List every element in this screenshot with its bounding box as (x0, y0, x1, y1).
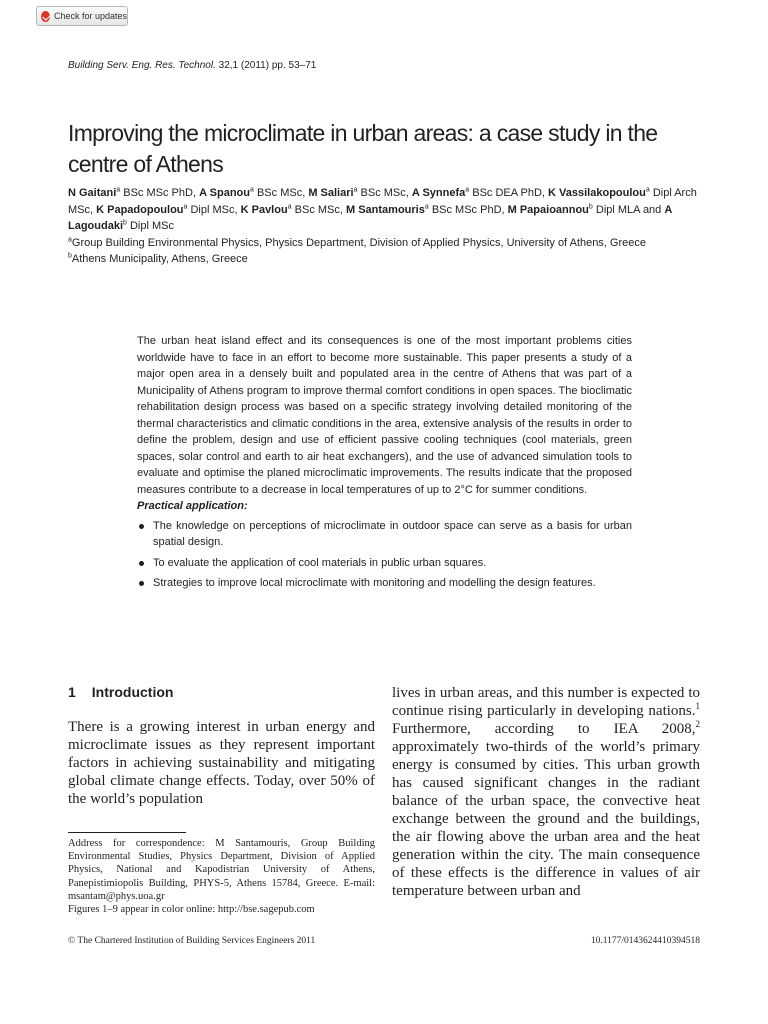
author: K Pavlou$^a$ BSc MSc, (240, 202, 346, 216)
paper-title: Improving the microclimate in urban areas: a case study in the centre of Athens (68, 120, 658, 177)
author-list (68, 187, 697, 232)
doi-link[interactable]: 10.1177/0143624410394518 (590, 936, 700, 946)
reference-marker[interactable]: 2 (695, 719, 700, 729)
author: K Papadopoulou$^a$ Dipl MSc, (96, 202, 241, 216)
bullet-icon (139, 581, 144, 586)
practical-application-heading: Practical application: (137, 500, 248, 512)
list-item: Strategies to improve local microclimate with monitoring and modelling the design features. (137, 575, 632, 592)
author: M Saliari$^a$ BSc MSc, (308, 186, 412, 199)
affiliation-b: $^b$Athens Municipality, Athens, Greece (68, 252, 248, 265)
journal-name: Building Serv. Eng. Res. Technol. (68, 60, 216, 71)
journal-citation (68, 60, 316, 71)
bullet-icon (139, 561, 144, 566)
author-block (68, 185, 718, 268)
author: A Synnefa$^a$ BSc DEA PhD, (411, 186, 549, 199)
reference-marker[interactable]: 1 (695, 701, 700, 711)
intro-right-column: lives in urban areas, and this number is expected to continue rising particularly in developing nations.$^1$ Furthermore, according to IEA 2008,$^2$ approximately two-thirds of the world’s primary energy is consumed by cities. This urban growth has caused significant changes in the radiant balance of the urban space, the convective heat exchange between the ground and the buildings, the air flowing above the urban area and the heat generation within the city. The main consequence of these effects is the difference in values of air temperature between urban and (392, 685, 700, 899)
section-number: 1 (68, 684, 76, 700)
list-item: The knowledge on perceptions of microclimate in outdoor space can serve as a basis for urban spatial design. (137, 518, 632, 551)
intro-left-column: There is a growing interest in urban energy and microclimate issues as they represent important factors in achieving sustainability and mitigating global climate change effects. Today, over 50% of the world’s population (68, 719, 375, 807)
author: K Vassilakopoulou$^a$ Dipl Arch MSc, (68, 186, 697, 216)
abstract (137, 333, 632, 596)
footnote-divider (68, 832, 186, 833)
author: N Gaitani$^a$ BSc MSc PhD, (68, 186, 200, 199)
affiliation-a: $^a$Group Building Environmental Physics, Physics Department, Division of Applied Physics, University of Athens, Greece (68, 235, 646, 249)
author: A Lagoudaki$^b$ Dipl MSc (68, 203, 672, 232)
practical-application-list (137, 518, 632, 592)
check-for-updates-label: Check for updates (53, 11, 127, 21)
abstract-text: The urban heat island effect and its consequences is one of the most important problems cities worldwide have to face in an effort to become more sustainable. This paper presents a study of a major open area in a densely built and populated area in the centre of Athens that was part of a Municipality of Athens program to improve thermal comfort conditions in open spaces. The bioclimatic rehabilitation design process was based on a specific strategy involving detailed monitoring of the thermal characteristics and climatic conditions in the area, extensive analysis of the results in order to define the problem, design and use of efficient passive cooling techniques (cool materials, green spaces, solar control and earth to air heat exchangers), and the use of advanced simulation tools to evaluate and optimise the planed microclimatic improvements. The results indicate that the proposed measures contribute to a decrease in local temperatures of up to 2°C for summer conditions. (137, 335, 632, 496)
correspondence-footnote (68, 837, 375, 916)
check-for-updates-badge[interactable] (36, 6, 128, 26)
author: M Santamouris$^a$ BSc MSc PhD, (346, 202, 508, 216)
author: A Spanou$^a$ BSc MSc, (199, 186, 309, 199)
section-title: Introduction (91, 684, 174, 700)
copyright-notice: © The Chartered Institution of Building Services Engineers 2011 (68, 936, 316, 946)
journal-volume-pages: 32,1 (2011) pp. 53–71 (218, 60, 317, 71)
list-item: To evaluate the application of cool materials in public urban squares. (137, 555, 632, 572)
author: M Papaioannou$^b$ Dipl MLA and (507, 202, 665, 216)
update-check-icon (41, 11, 50, 22)
section-heading-introduction (68, 684, 173, 700)
figures-note: Figures 1–9 appear in color online: http://bse.sagepub.com (68, 904, 315, 916)
correspondence-address: Address for correspondence: M Santamouris, Group Building Environmental Studies, Physics Department, Division of Applied Physics, National and Kapodistrian University of Athens, Panepistimiopolis Building, PHYS-5, Athens 15784, Greece. E-mail: msantam@phys.uoa.gr (68, 838, 375, 902)
bullet-icon (139, 524, 144, 529)
